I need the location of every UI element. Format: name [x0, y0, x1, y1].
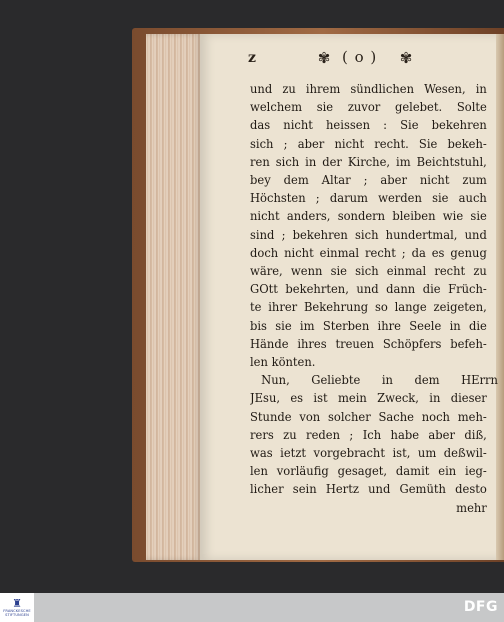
library-logo[interactable] [0, 593, 34, 622]
header-catchword: z [248, 50, 256, 66]
text-line: te ihrer Bekehrung so lange zeigeten, [250, 299, 487, 315]
text-line: bey dem Altar ; aber nicht zum [250, 172, 487, 188]
text-line: ren sich in der Kirche, im Beichtstuhl, [250, 153, 487, 169]
text-line: wäre, wenn sie sich einmal recht zu [250, 263, 487, 279]
text-line: doch nicht einmal recht ; da es genug [250, 244, 487, 260]
dfg-logo[interactable]: DFG [463, 599, 498, 615]
text-line: sich ; aber nicht recht. Sie bekeh- [250, 135, 487, 151]
text-line: Stunde von solcher Sache noch meh- [250, 408, 487, 424]
text-line: len vorläufig gesaget, damit ein ieg- [250, 463, 487, 479]
page-text [250, 80, 498, 517]
text-line: Hände ihres treuen Schöpfers befeh- [250, 335, 487, 351]
text-line: nicht anders, sondern bleiben wie sie [250, 208, 487, 224]
text-line: was ietzt vorgebracht ist, um deßwil- [250, 445, 487, 461]
text-line: licher sein Hertz und Gemüth desto [250, 481, 487, 497]
catchword-bottom: mehr [456, 499, 487, 515]
page-edges [146, 34, 202, 560]
text-line: und zu ihrem sündlichen Wesen, in [250, 81, 487, 96]
cover-right-edge [496, 34, 504, 560]
text-line: Höchsten ; darum werden sie auch [250, 190, 487, 206]
library-crest-icon: ♜ [12, 597, 22, 610]
text-line: GOtt bekehrten, und dann die Früch- [250, 281, 487, 297]
text-line: welchem sie zuvor gelebet. Solte [250, 99, 487, 115]
page-folio: ( o ) [342, 48, 378, 66]
header-ornament-left-icon: ✾ [317, 49, 331, 67]
header-ornament-right-icon: ✾ [399, 49, 413, 67]
text-line: bis sie im Sterben ihre Seele in die [250, 317, 487, 333]
text-line: Nun, Geliebte in dem HErrn [261, 372, 498, 388]
library-caption: FRANCKESCHE STIFTUNGEN [3, 609, 31, 617]
text-line: JEsu, es ist mein Zweck, in dieser [250, 390, 487, 406]
text-line: rers zu reden ; Ich habe aber diß, [250, 426, 487, 442]
text-line: len könten. [250, 354, 316, 370]
viewer-footer [0, 593, 504, 622]
text-line: sind ; bekehren sich hundertmal, und [250, 226, 487, 242]
text-line: das nicht heissen : Sie bekehren [250, 117, 487, 133]
